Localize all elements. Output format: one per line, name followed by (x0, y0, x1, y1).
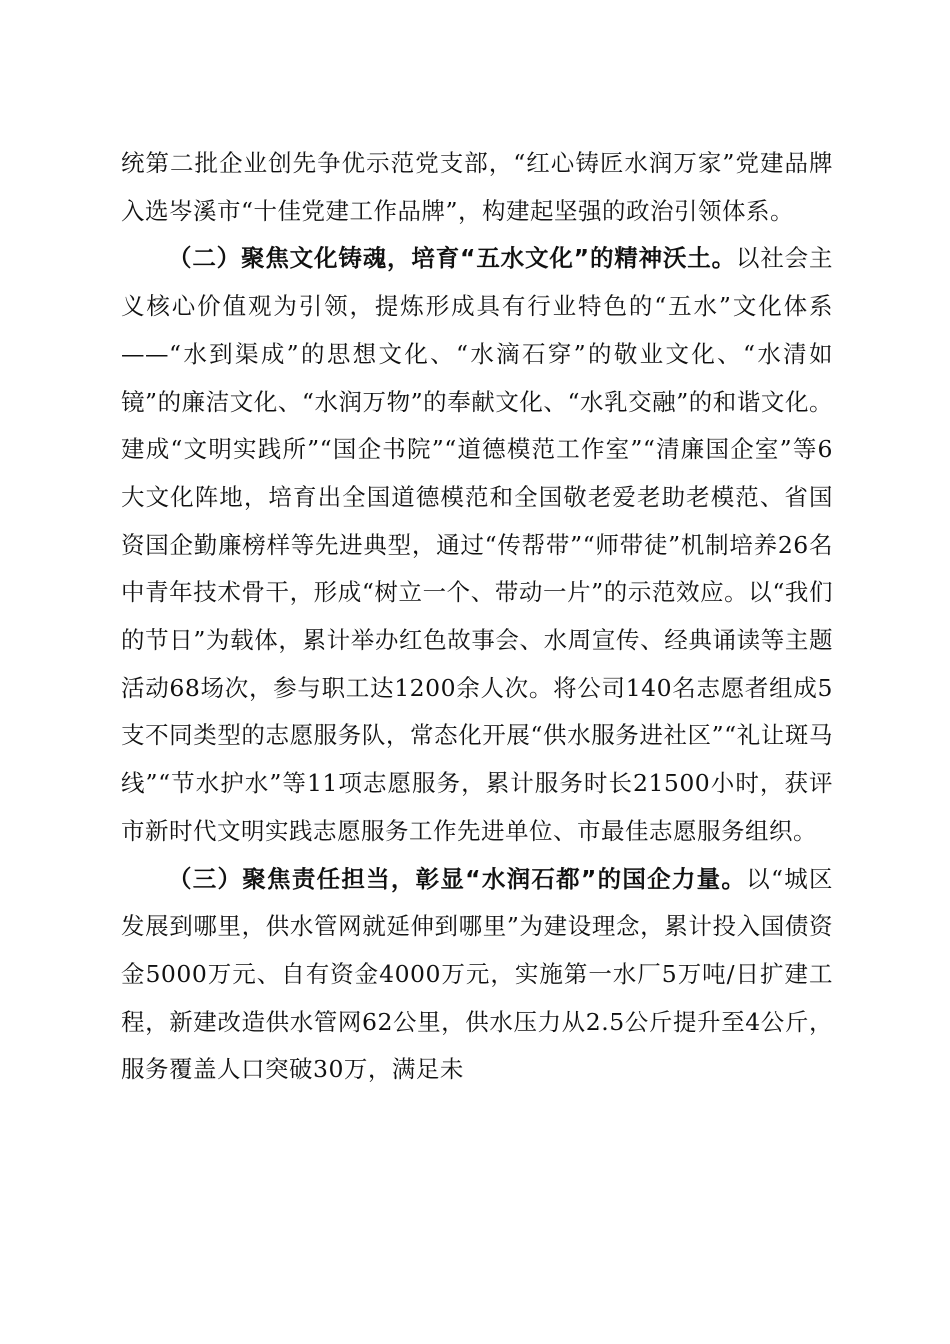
document-body (121, 140, 833, 1094)
section-three-heading: （三）聚焦责任担当，彰显“水润石都”的国企力量。 (168, 864, 747, 893)
paragraph-1-text: 统第二批企业创先争优示范党支部，“红心铸匠水润万家”党建品牌入选岑溪市“十佳党建工作品牌”，构建起坚强的政治引领体系。 (121, 149, 833, 225)
section-two-paragraph (121, 235, 833, 855)
paragraph-continuation (121, 140, 833, 235)
section-three-paragraph (121, 856, 833, 1095)
section-three-body: 以“城区发展到哪里，供水管网就延伸到哪里”为建设理念，累计投入国债资金5000万元、自有资金4000万元，实施第一水厂5万吨/日扩建工程，新建改造供水管网62公里，供水压力从2.5公斤提升至4公斤，服务覆盖人口突破30万，满足未 (121, 864, 834, 1084)
section-two-body: 以社会主义核心价值观为引领，提炼形成具有行业特色的“五水”文化体系——“水到渠成”的思想文化、“水滴石穿”的敬业文化、“水清如镜”的廉洁文化、“水润万物”的奉献文化、“水乳交融”的和谐文化。建成“文明实践所”“国企书院”“道德模范工作室”“清廉国企室”等6大文化阵地，培育出全国道德模范和全国敬老爱老助老模范、省国资国企勤廉榜样等先进典型，通过“传帮带”“师带徒”机制培养26名中青年技术骨干，形成“树立一个、带动一片”的示范效应。以“我们的节日”为载体，累计举办红色故事会、水周宣传、经典诵读等主题活动68场次，参与职工达1200余人次。将公司140名志愿者组成5支不同类型的志愿服务队，常态化开展“供水服务进社区”“礼让斑马线”“节水护水”等11项志愿服务，累计服务时长21500小时，获评市新时代文明实践志愿服务工作先进单位、市最佳志愿服务组织。 (121, 244, 834, 845)
section-two-heading: （二）聚焦文化铸魂，培育“五水文化”的精神沃土。 (168, 244, 736, 273)
